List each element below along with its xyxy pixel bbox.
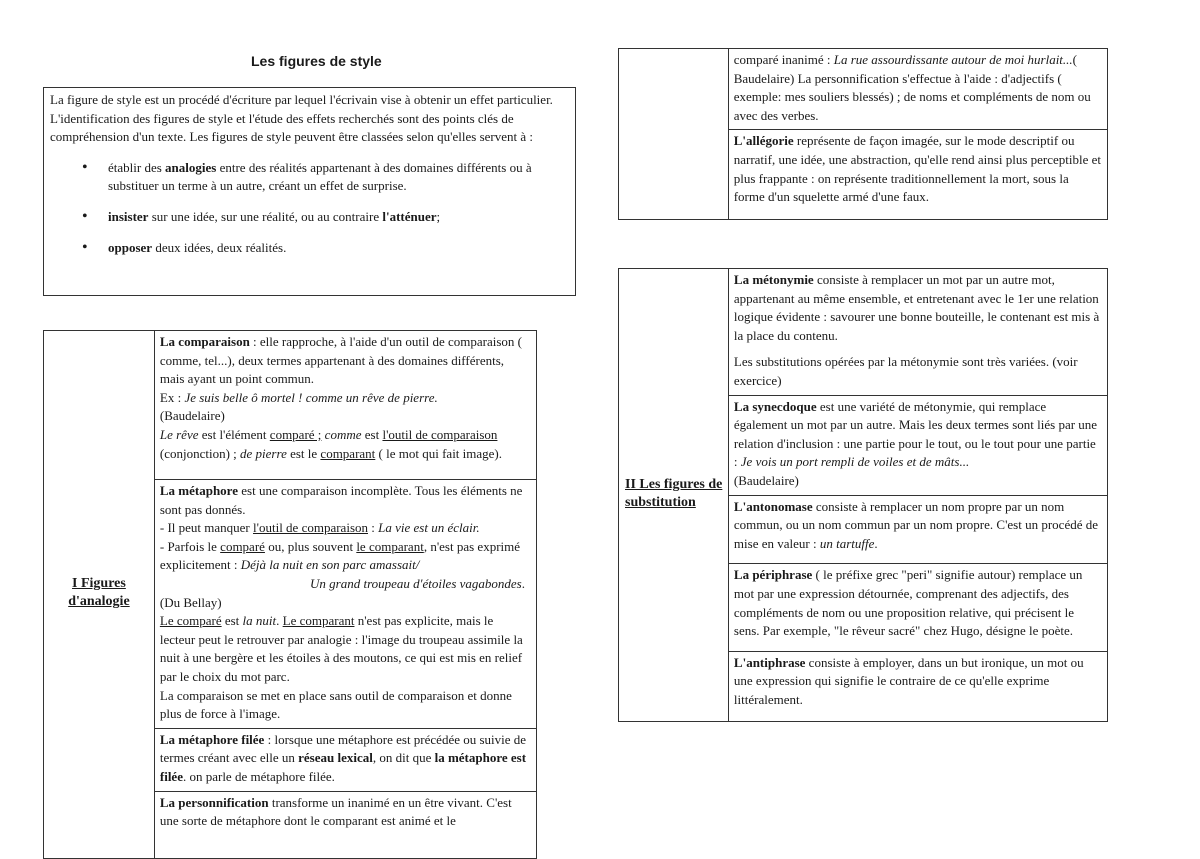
metonymie-cell: La métonymie consiste à remplacer un mot par un autre mot, appartenant au même ensemble, et entretenant avec le 1er une relation logique évidente : savourer une bonne bouteille, le contenant est mis à la place du contenu. Les substitutions opérées par la métonymie sont très variées. (voir exercice) <box>728 269 1107 396</box>
analogie-table-clip <box>43 330 539 829</box>
list-item: • insister sur une idée, sur une réalité, ou au contraire l'atténuer; <box>50 208 569 227</box>
analogie-heading: I Figures d'analogie <box>44 331 155 859</box>
continuation-empty-cell <box>619 49 729 220</box>
substitution-table <box>618 268 1108 722</box>
list-item: • établir des analogies entre des réalités appartenant à des domaines différents ou à substituer un terme à un autre, créant un effet de surprise. <box>50 159 569 196</box>
antiphrase-cell: L'antiphrase consiste à employer, dans un but ironique, un mot ou une expression qui signifie le contraire de ce qu'elle exprime littéralement. <box>728 651 1107 722</box>
personnification-cell: La personnification transforme un inanimé en un être vivant. C'est une sorte de métaphore dont le comparant est animé et le <box>154 791 536 858</box>
analogie-table <box>43 330 537 859</box>
intro-bullet-list <box>50 159 569 257</box>
continuation-table <box>618 48 1108 220</box>
antonomase-cell: L'antonomase consiste à remplacer un nom propre par un nom commun, ou un nom commun par un nom propre. C'est un procédé de mise en valeur : un tartuffe. <box>728 495 1107 564</box>
comparaison-cell: La comparaison : elle rapproche, à l'aide d'un outil de comparaison ( comme, tel...), deux termes appartenant à des domaines différents, mais ayant un point commun. Ex : Je suis belle ô mortel ! comme un rêve de pierre. (Baudelaire) Le rêve est l'élément comparé ; comme est l'outil de comparaison (conjonction) ; de pierre est le comparant ( le mot qui fait image). <box>154 331 536 480</box>
metaphore-cell: La métaphore est une comparaison incomplète. Tous les éléments ne sont pas donnés. - Il peut manquer l'outil de comparaison : La vie est un éclair. - Parfois le comparé ou, plus souvent le comparant, n'est pas exprimé explicitement : Déjà la nuit en son parc amassait/ Un grand troupeau d'étoiles vagabondes. (Du Bellay) Le comparé est la nuit. Le comparant n'est pas explicite, mais le lecteur peut le retrouver par analogie : l'image du troupeau assimile la nuit à une bergère et les étoiles à des moutons, ce qui est mis en relief par le choix du mot parc. La comparaison se met en place sans outil de comparaison et donne plus de force à l'image. <box>154 480 536 729</box>
list-item: • opposer deux idées, deux réalités. <box>50 239 569 258</box>
synecdoque-cell: La synecdoque est une variété de métonymie, qui remplace également un mot par un autre. Mais les deux termes sont liés par une relation d'inclusion : une partie pour le tout, ou le tout pour une partie : Je vois un port rempli de voiles et de mâts... (Baudelaire) <box>728 395 1107 495</box>
personnification-continued-cell: comparé inanimé : La rue assourdissante autour de moi hurlait...( Baudelaire) La personnification s'effectue à l'aide : d'adjectifs ( exemple: mes souliers blessés) ; de noms et compléments de nom ou avec des verbes. <box>728 49 1107 130</box>
allegorie-cell: L'allégorie représente de façon imagée, sur le mode descriptif ou narratif, une idée, une abstraction, qu'elle rend ainsi plus perceptible et plus frappante : on représente traditionnellement la mort, sous la forme d'un squelette armé d'une faux. <box>728 130 1107 219</box>
intro-box <box>43 87 576 296</box>
metaphore-filee-cell: La métaphore filée : lorsque une métaphore est précédée ou suivie de termes créant avec elle un réseau lexical, on dit que la métaphore est filée. on parle de métaphore filée. <box>154 728 536 791</box>
page-title: Les figures de style <box>251 53 382 69</box>
periphrase-cell: La périphrase ( le préfixe grec "peri" signifie autour) remplace un mot par une expression détournée, comprenant des adjectifs, des compléments de nom ou une proposition relative, qui précisent le sens. Par exemple, "le rêveur sacré" chez Hugo, désigne le poète. <box>728 564 1107 651</box>
intro-text: La figure de style est un procédé d'écriture par lequel l'écrivain vise à obtenir un effet particulier. L'identification des figures de style et l'étude des effets recherchés sont des points clés de compréhension d'un texte. Les figures de style peuvent être classées selon qu'elles servent à : <box>50 92 553 145</box>
substitution-heading: II Les figures de substitution <box>619 269 729 722</box>
